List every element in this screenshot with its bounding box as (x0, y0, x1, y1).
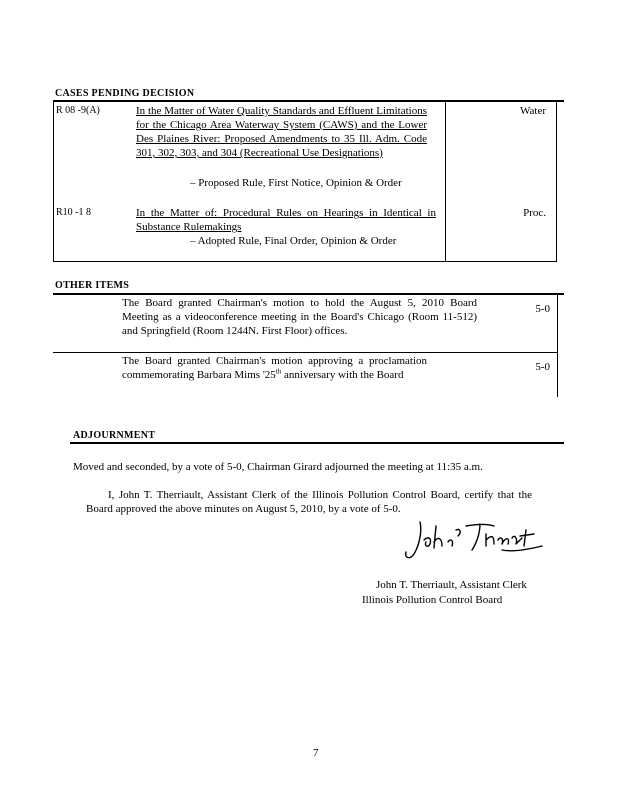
other-item-text-2-before: The Board granted Chairman's motion approving a proclamation commemorating Barbara Mims '25 (122, 355, 427, 381)
case-category-1: Water (520, 105, 546, 117)
other-item-text-1: The Board granted Chairman's motion to hold the August 5, 2010 Board Meeting as a videoconference meeting in the Board's Chicago (Room 11-512) and Springfield (Room 1244N. First Floor) offices. (122, 297, 477, 337)
page-number: 7 (313, 747, 319, 759)
other-items-right-border (557, 295, 558, 397)
adjournment-rule (70, 442, 564, 444)
case-docket-1: R 08 -9(A) (56, 105, 100, 116)
cases-table-left-border (53, 102, 54, 261)
case-title-2: In the Matter of: Procedural Rules on Hearings in Identical in Substance Rulemakings (136, 207, 436, 233)
signature-image (402, 516, 552, 564)
case-category-2: Proc. (523, 207, 546, 219)
other-items-top-rule (53, 293, 564, 295)
cases-table-divider (445, 102, 446, 261)
other-item-text-2-superscript: th (275, 367, 282, 376)
adjournment-heading: ADJOURNMENT (73, 430, 156, 441)
case-title-1: In the Matter of Water Quality Standards and Effluent Limitations for the Chicago Area Waterway System (CAWS) and the Lower Des Plaines River: Proposed Amendments to 35 Ill. Adm. Code 301, 302, 303, and 304 (Recreational Use Designations) (136, 105, 427, 159)
cases-pending-heading: CASES PENDING DECISION (55, 88, 195, 99)
other-item-vote-2: 5-0 (535, 361, 550, 373)
cases-table-top-rule (53, 100, 564, 102)
cases-table-bottom-rule (53, 261, 557, 262)
other-items-heading: OTHER ITEMS (55, 280, 130, 291)
certification-text: I, John T. Therriault, Assistant Clerk of the Illinois Pollution Control Board, certify that the Board approved the above minutes on August 5, 2010, by a vote of 5-0. (86, 489, 532, 515)
cases-table-right-border (556, 102, 557, 261)
case-docket-2: R10 -1 8 (56, 207, 91, 218)
other-items-row-divider (53, 352, 558, 353)
case-action-2: – Adopted Rule, Final Order, Opinion & Order (190, 235, 397, 247)
other-item-text-2-after: anniversary with the Board (284, 369, 404, 381)
signer-organization: Illinois Pollution Control Board (362, 594, 503, 606)
signer-name-title: John T. Therriault, Assistant Clerk (376, 579, 527, 591)
adjournment-text: Moved and seconded, by a vote of 5-0, Chairman Girard adjourned the meeting at 11:35 a.m. (73, 461, 483, 473)
other-item-vote-1: 5-0 (535, 303, 550, 315)
other-item-text-2 (122, 354, 427, 382)
case-action-1: – Proposed Rule, First Notice, Opinion & Order (190, 177, 402, 189)
